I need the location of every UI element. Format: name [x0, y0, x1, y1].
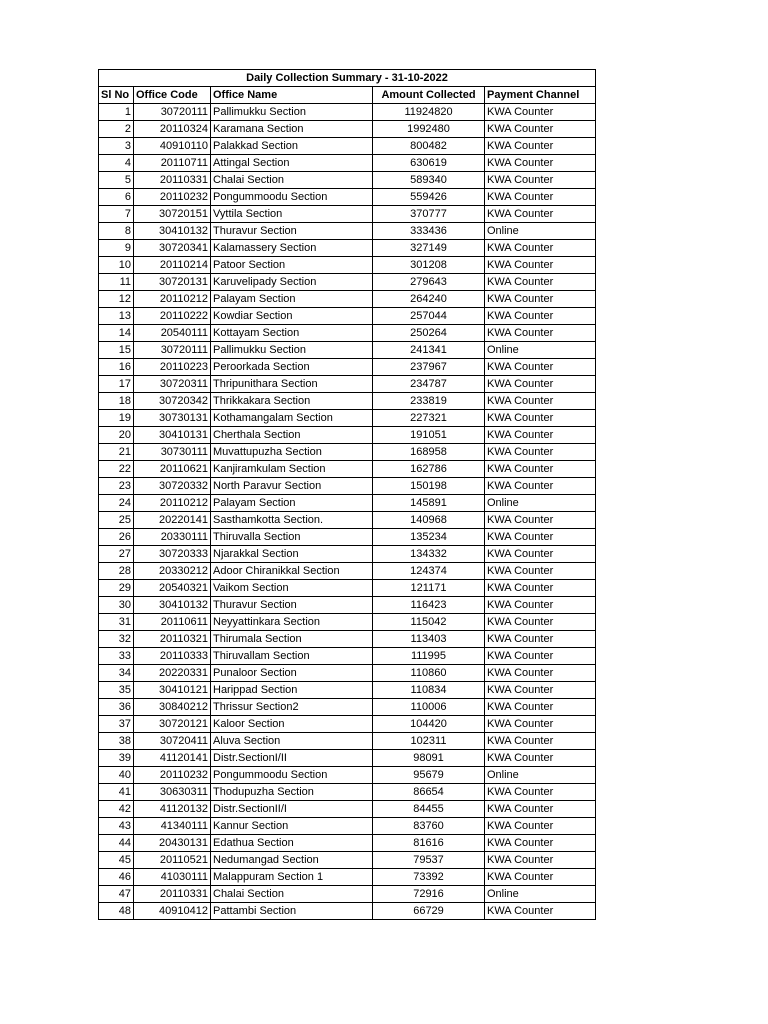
table-row: [99, 852, 596, 869]
table-row: [99, 444, 596, 461]
table-row: [99, 308, 596, 325]
sl-no-cell: 11: [99, 274, 134, 291]
table-row: [99, 495, 596, 512]
office-code-cell: 30410132: [134, 597, 211, 614]
payment-channel-cell: KWA Counter: [485, 801, 596, 818]
payment-channel-cell: KWA Counter: [485, 614, 596, 631]
amount-cell: 370777: [373, 206, 485, 223]
office-name-cell: Kannur Section: [211, 818, 373, 835]
header-amount-collected: Amount Collected: [373, 87, 485, 104]
payment-channel-cell: Online: [485, 342, 596, 359]
office-name-cell: Palayam Section: [211, 291, 373, 308]
amount-cell: 301208: [373, 257, 485, 274]
table-row: [99, 376, 596, 393]
table-row: [99, 410, 596, 427]
sl-no-cell: 2: [99, 121, 134, 138]
payment-channel-cell: KWA Counter: [485, 818, 596, 835]
amount-cell: 121171: [373, 580, 485, 597]
sl-no-cell: 10: [99, 257, 134, 274]
office-code-cell: 20110212: [134, 291, 211, 308]
sl-no-cell: 18: [99, 393, 134, 410]
sl-no-cell: 29: [99, 580, 134, 597]
office-code-cell: 20110222: [134, 308, 211, 325]
office-name-cell: Kanjiramkulam Section: [211, 461, 373, 478]
amount-cell: 234787: [373, 376, 485, 393]
header-office-name: Office Name: [211, 87, 373, 104]
office-name-cell: Thiruvalla Section: [211, 529, 373, 546]
office-name-cell: Attingal Section: [211, 155, 373, 172]
sl-no-cell: 43: [99, 818, 134, 835]
office-name-cell: Palakkad Section: [211, 138, 373, 155]
amount-cell: 135234: [373, 529, 485, 546]
sl-no-cell: 28: [99, 563, 134, 580]
office-name-cell: Thrikkakara Section: [211, 393, 373, 410]
table-row: [99, 597, 596, 614]
amount-cell: 111995: [373, 648, 485, 665]
office-name-cell: Chalai Section: [211, 886, 373, 903]
payment-channel-cell: KWA Counter: [485, 121, 596, 138]
table-row: [99, 784, 596, 801]
office-code-cell: 20110214: [134, 257, 211, 274]
office-code-cell: 20110711: [134, 155, 211, 172]
sl-no-cell: 31: [99, 614, 134, 631]
office-name-cell: Pallimukku Section: [211, 104, 373, 121]
office-code-cell: 30840212: [134, 699, 211, 716]
office-code-cell: 20110223: [134, 359, 211, 376]
sl-no-cell: 36: [99, 699, 134, 716]
payment-channel-cell: KWA Counter: [485, 682, 596, 699]
office-name-cell: Sasthamkotta Section.: [211, 512, 373, 529]
sl-no-cell: 32: [99, 631, 134, 648]
table-row: [99, 512, 596, 529]
office-code-cell: 20110333: [134, 648, 211, 665]
table-row: [99, 359, 596, 376]
office-name-cell: Kaloor Section: [211, 716, 373, 733]
office-code-cell: 20110212: [134, 495, 211, 512]
table-row: [99, 546, 596, 563]
table-row: [99, 733, 596, 750]
office-name-cell: Punaloor Section: [211, 665, 373, 682]
office-code-cell: 20220141: [134, 512, 211, 529]
payment-channel-cell: KWA Counter: [485, 597, 596, 614]
amount-cell: 124374: [373, 563, 485, 580]
amount-cell: 279643: [373, 274, 485, 291]
amount-cell: 86654: [373, 784, 485, 801]
sl-no-cell: 4: [99, 155, 134, 172]
sl-no-cell: 20: [99, 427, 134, 444]
office-name-cell: Edathua Section: [211, 835, 373, 852]
payment-channel-cell: KWA Counter: [485, 155, 596, 172]
table-row: [99, 648, 596, 665]
office-name-cell: Kowdiar Section: [211, 308, 373, 325]
table-row: [99, 886, 596, 903]
table-body: [99, 104, 596, 920]
amount-cell: 140968: [373, 512, 485, 529]
payment-channel-cell: KWA Counter: [485, 206, 596, 223]
payment-channel-cell: Online: [485, 767, 596, 784]
office-code-cell: 20110232: [134, 189, 211, 206]
sl-no-cell: 41: [99, 784, 134, 801]
office-name-cell: Pattambi Section: [211, 903, 373, 920]
table-row: [99, 767, 596, 784]
amount-cell: 115042: [373, 614, 485, 631]
payment-channel-cell: KWA Counter: [485, 869, 596, 886]
amount-cell: 81616: [373, 835, 485, 852]
office-name-cell: Kothamangalam Section: [211, 410, 373, 427]
table-row: [99, 427, 596, 444]
sl-no-cell: 39: [99, 750, 134, 767]
sl-no-cell: 48: [99, 903, 134, 920]
office-name-cell: Muvattupuzha Section: [211, 444, 373, 461]
sl-no-cell: 9: [99, 240, 134, 257]
office-code-cell: 30720131: [134, 274, 211, 291]
office-name-cell: North Paravur Section: [211, 478, 373, 495]
office-name-cell: Palayam Section: [211, 495, 373, 512]
payment-channel-cell: KWA Counter: [485, 512, 596, 529]
office-code-cell: 30720332: [134, 478, 211, 495]
sl-no-cell: 26: [99, 529, 134, 546]
header-office-code: Office Code: [134, 87, 211, 104]
sl-no-cell: 30: [99, 597, 134, 614]
payment-channel-cell: KWA Counter: [485, 733, 596, 750]
amount-cell: 104420: [373, 716, 485, 733]
office-code-cell: 30410132: [134, 223, 211, 240]
office-name-cell: Vaikom Section: [211, 580, 373, 597]
amount-cell: 227321: [373, 410, 485, 427]
office-code-cell: 41030111: [134, 869, 211, 886]
amount-cell: 98091: [373, 750, 485, 767]
amount-cell: 559426: [373, 189, 485, 206]
sl-no-cell: 13: [99, 308, 134, 325]
table-row: [99, 223, 596, 240]
office-code-cell: 20110232: [134, 767, 211, 784]
table-row: [99, 461, 596, 478]
office-name-cell: Cherthala Section: [211, 427, 373, 444]
amount-cell: 333436: [373, 223, 485, 240]
sl-no-cell: 23: [99, 478, 134, 495]
office-code-cell: 40910110: [134, 138, 211, 155]
office-code-cell: 20540111: [134, 325, 211, 342]
office-code-cell: 30720111: [134, 342, 211, 359]
amount-cell: 162786: [373, 461, 485, 478]
payment-channel-cell: KWA Counter: [485, 325, 596, 342]
amount-cell: 72916: [373, 886, 485, 903]
amount-cell: 110860: [373, 665, 485, 682]
payment-channel-cell: KWA Counter: [485, 784, 596, 801]
sl-no-cell: 5: [99, 172, 134, 189]
sl-no-cell: 34: [99, 665, 134, 682]
office-code-cell: 20220331: [134, 665, 211, 682]
sl-no-cell: 40: [99, 767, 134, 784]
office-name-cell: Pongummoodu Section: [211, 767, 373, 784]
payment-channel-cell: Online: [485, 223, 596, 240]
table-row: [99, 206, 596, 223]
amount-cell: 250264: [373, 325, 485, 342]
payment-channel-cell: KWA Counter: [485, 257, 596, 274]
amount-cell: 800482: [373, 138, 485, 155]
table-row: [99, 104, 596, 121]
header-payment-channel: Payment Channel: [485, 87, 596, 104]
table-row: [99, 325, 596, 342]
sl-no-cell: 24: [99, 495, 134, 512]
office-name-cell: Chalai Section: [211, 172, 373, 189]
office-code-cell: 30720311: [134, 376, 211, 393]
sl-no-cell: 14: [99, 325, 134, 342]
sl-no-cell: 45: [99, 852, 134, 869]
office-name-cell: Karuvelipady Section: [211, 274, 373, 291]
office-code-cell: 30410131: [134, 427, 211, 444]
payment-channel-cell: KWA Counter: [485, 427, 596, 444]
payment-channel-cell: KWA Counter: [485, 444, 596, 461]
office-code-cell: 30630311: [134, 784, 211, 801]
table-row: [99, 801, 596, 818]
amount-cell: 150198: [373, 478, 485, 495]
office-code-cell: 30720341: [134, 240, 211, 257]
office-code-cell: 30410121: [134, 682, 211, 699]
table-row: [99, 478, 596, 495]
amount-cell: 110834: [373, 682, 485, 699]
table-row: [99, 818, 596, 835]
table-row: [99, 274, 596, 291]
office-code-cell: 20110611: [134, 614, 211, 631]
sl-no-cell: 1: [99, 104, 134, 121]
table-row: [99, 257, 596, 274]
amount-cell: 84455: [373, 801, 485, 818]
office-name-cell: Karamana Section: [211, 121, 373, 138]
amount-cell: 589340: [373, 172, 485, 189]
office-code-cell: 20110621: [134, 461, 211, 478]
table-row: [99, 172, 596, 189]
office-code-cell: 30720151: [134, 206, 211, 223]
amount-cell: 237967: [373, 359, 485, 376]
payment-channel-cell: KWA Counter: [485, 138, 596, 155]
payment-channel-cell: KWA Counter: [485, 835, 596, 852]
sl-no-cell: 38: [99, 733, 134, 750]
amount-cell: 83760: [373, 818, 485, 835]
amount-cell: 73392: [373, 869, 485, 886]
sl-no-cell: 12: [99, 291, 134, 308]
office-name-cell: Pongummoodu Section: [211, 189, 373, 206]
sl-no-cell: 35: [99, 682, 134, 699]
payment-channel-cell: KWA Counter: [485, 240, 596, 257]
office-name-cell: Adoor Chiranikkal Section: [211, 563, 373, 580]
amount-cell: 630619: [373, 155, 485, 172]
office-name-cell: Peroorkada Section: [211, 359, 373, 376]
sl-no-cell: 6: [99, 189, 134, 206]
payment-channel-cell: KWA Counter: [485, 665, 596, 682]
table-row: [99, 699, 596, 716]
office-code-cell: 30720333: [134, 546, 211, 563]
amount-cell: 1992480: [373, 121, 485, 138]
office-name-cell: Vyttila Section: [211, 206, 373, 223]
office-name-cell: Neyyattinkara Section: [211, 614, 373, 631]
table-row: [99, 903, 596, 920]
amount-cell: 257044: [373, 308, 485, 325]
office-name-cell: Aluva Section: [211, 733, 373, 750]
payment-channel-cell: KWA Counter: [485, 410, 596, 427]
office-code-cell: 20110331: [134, 886, 211, 903]
office-name-cell: Distr.SectionI/II: [211, 750, 373, 767]
payment-channel-cell: KWA Counter: [485, 716, 596, 733]
office-code-cell: 20540321: [134, 580, 211, 597]
payment-channel-cell: KWA Counter: [485, 308, 596, 325]
amount-cell: 11924820: [373, 104, 485, 121]
sl-no-cell: 46: [99, 869, 134, 886]
office-name-cell: Pallimukku Section: [211, 342, 373, 359]
table-row: [99, 665, 596, 682]
office-code-cell: 20110321: [134, 631, 211, 648]
office-name-cell: Thuravur Section: [211, 597, 373, 614]
sl-no-cell: 19: [99, 410, 134, 427]
office-code-cell: 20110324: [134, 121, 211, 138]
office-name-cell: Thirumala Section: [211, 631, 373, 648]
table-row: [99, 291, 596, 308]
payment-channel-cell: KWA Counter: [485, 529, 596, 546]
amount-cell: 110006: [373, 699, 485, 716]
payment-channel-cell: KWA Counter: [485, 563, 596, 580]
table-row: [99, 138, 596, 155]
office-name-cell: Thuravur Section: [211, 223, 373, 240]
office-name-cell: Patoor Section: [211, 257, 373, 274]
office-code-cell: 41120132: [134, 801, 211, 818]
office-code-cell: 30730131: [134, 410, 211, 427]
payment-channel-cell: KWA Counter: [485, 546, 596, 563]
office-name-cell: Thripunithara Section: [211, 376, 373, 393]
sl-no-cell: 47: [99, 886, 134, 903]
office-code-cell: 30720342: [134, 393, 211, 410]
sl-no-cell: 22: [99, 461, 134, 478]
office-name-cell: Harippad Section: [211, 682, 373, 699]
payment-channel-cell: KWA Counter: [485, 393, 596, 410]
table-row: [99, 631, 596, 648]
sl-no-cell: 33: [99, 648, 134, 665]
sl-no-cell: 17: [99, 376, 134, 393]
payment-channel-cell: KWA Counter: [485, 648, 596, 665]
office-code-cell: 20110521: [134, 852, 211, 869]
amount-cell: 102311: [373, 733, 485, 750]
payment-channel-cell: KWA Counter: [485, 359, 596, 376]
table-row: [99, 682, 596, 699]
amount-cell: 233819: [373, 393, 485, 410]
office-code-cell: 20110331: [134, 172, 211, 189]
amount-cell: 79537: [373, 852, 485, 869]
payment-channel-cell: KWA Counter: [485, 478, 596, 495]
table-row: [99, 121, 596, 138]
amount-cell: 264240: [373, 291, 485, 308]
sl-no-cell: 27: [99, 546, 134, 563]
table-title: Daily Collection Summary - 31-10-2022: [99, 70, 596, 87]
office-code-cell: 30720411: [134, 733, 211, 750]
amount-cell: 113403: [373, 631, 485, 648]
payment-channel-cell: KWA Counter: [485, 461, 596, 478]
header-sl-no: Sl No: [99, 87, 134, 104]
amount-cell: 95679: [373, 767, 485, 784]
sl-no-cell: 21: [99, 444, 134, 461]
office-code-cell: 41120141: [134, 750, 211, 767]
payment-channel-cell: KWA Counter: [485, 104, 596, 121]
sl-no-cell: 7: [99, 206, 134, 223]
office-name-cell: Malappuram Section 1: [211, 869, 373, 886]
office-name-cell: Njarakkal Section: [211, 546, 373, 563]
payment-channel-cell: KWA Counter: [485, 274, 596, 291]
table-row: [99, 869, 596, 886]
payment-channel-cell: KWA Counter: [485, 699, 596, 716]
table-row: [99, 155, 596, 172]
office-code-cell: 30730111: [134, 444, 211, 461]
payment-channel-cell: KWA Counter: [485, 903, 596, 920]
sl-no-cell: 8: [99, 223, 134, 240]
sl-no-cell: 44: [99, 835, 134, 852]
header-row: [99, 87, 596, 104]
table-row: [99, 393, 596, 410]
table-row: [99, 614, 596, 631]
office-code-cell: 20430131: [134, 835, 211, 852]
payment-channel-cell: KWA Counter: [485, 852, 596, 869]
amount-cell: 241341: [373, 342, 485, 359]
office-code-cell: 30720121: [134, 716, 211, 733]
sl-no-cell: 42: [99, 801, 134, 818]
sl-no-cell: 25: [99, 512, 134, 529]
amount-cell: 327149: [373, 240, 485, 257]
amount-cell: 66729: [373, 903, 485, 920]
payment-channel-cell: Online: [485, 886, 596, 903]
office-name-cell: Thodupuzha Section: [211, 784, 373, 801]
payment-channel-cell: KWA Counter: [485, 291, 596, 308]
table-row: [99, 189, 596, 206]
sl-no-cell: 3: [99, 138, 134, 155]
sl-no-cell: 16: [99, 359, 134, 376]
table-row: [99, 835, 596, 852]
payment-channel-cell: KWA Counter: [485, 631, 596, 648]
office-name-cell: Thiruvallam Section: [211, 648, 373, 665]
payment-channel-cell: KWA Counter: [485, 750, 596, 767]
office-code-cell: 20330111: [134, 529, 211, 546]
payment-channel-cell: KWA Counter: [485, 580, 596, 597]
amount-cell: 134332: [373, 546, 485, 563]
payment-channel-cell: KWA Counter: [485, 376, 596, 393]
office-name-cell: Thrissur Section2: [211, 699, 373, 716]
office-code-cell: 40910412: [134, 903, 211, 920]
payment-channel-cell: Online: [485, 495, 596, 512]
table-row: [99, 240, 596, 257]
payment-channel-cell: KWA Counter: [485, 189, 596, 206]
amount-cell: 168958: [373, 444, 485, 461]
amount-cell: 116423: [373, 597, 485, 614]
payment-channel-cell: KWA Counter: [485, 172, 596, 189]
table-row: [99, 563, 596, 580]
table-row: [99, 750, 596, 767]
amount-cell: 145891: [373, 495, 485, 512]
office-code-cell: 30720111: [134, 104, 211, 121]
office-code-cell: 20330212: [134, 563, 211, 580]
office-name-cell: Distr.SectionII/I: [211, 801, 373, 818]
table-row: [99, 716, 596, 733]
office-name-cell: Kottayam Section: [211, 325, 373, 342]
table-row: [99, 580, 596, 597]
sl-no-cell: 15: [99, 342, 134, 359]
title-row: [99, 70, 596, 87]
sl-no-cell: 37: [99, 716, 134, 733]
office-code-cell: 41340111: [134, 818, 211, 835]
office-name-cell: Nedumangad Section: [211, 852, 373, 869]
amount-cell: 191051: [373, 427, 485, 444]
collection-summary-table: [98, 69, 596, 920]
table-row: [99, 342, 596, 359]
table-row: [99, 529, 596, 546]
office-name-cell: Kalamassery Section: [211, 240, 373, 257]
